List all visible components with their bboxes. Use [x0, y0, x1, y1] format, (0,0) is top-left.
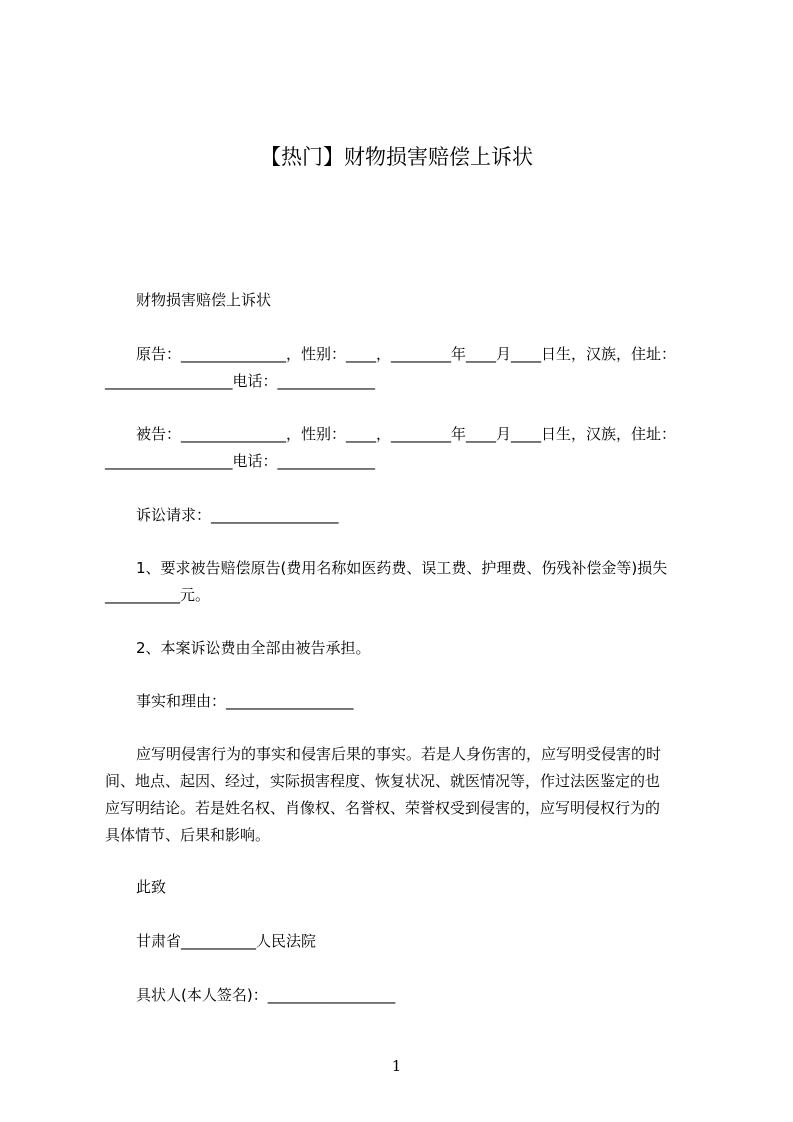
document-title: 【热门】财物损害赔偿上诉状 [260, 145, 533, 169]
claim-1-line-2: __________元。 [105, 586, 211, 604]
facts-line-4: 具体情节、后果和影响。 [105, 826, 271, 844]
claim-2: 2、本案诉讼费由全部由被告承担。 [136, 639, 371, 657]
document-heading: 财物损害赔偿上诉状 [136, 291, 272, 309]
claims-heading: 诉讼请求：_________________ [136, 506, 339, 524]
claim-1-line-1: 1、要求被告赔偿原告(费用名称如医药费、误工费、护理费、伤残补偿金等)损失 [136, 559, 668, 577]
court-line: 甘肃省__________人民法院 [136, 932, 317, 950]
signature-line: 具状人(本人签名)：_________________ [136, 986, 396, 1004]
facts-line-1: 应写明侵害行为的事实和侵害后果的事实。若是人身伤害的，应写明受侵害的时 [136, 745, 662, 763]
page-number: 1 [391, 1057, 402, 1075]
closing-text: 此致 [136, 878, 167, 896]
facts-heading: 事实和理由：_________________ [136, 692, 354, 710]
facts-line-2: 间、地点、起因、经过，实际损害程度、恢复状况、就医情况等，作过法医鉴定的也 [105, 772, 661, 790]
defendant-line-2: _________________电话：_____________ [105, 452, 376, 470]
facts-line-3: 应写明结论。若是姓名权、肖像权、名誉权、荣誉权受到侵害的，应写明侵权行为的 [105, 799, 661, 817]
defendant-line-1: 被告：______________，性别：____，________年____月____日生，汉族，住址： [136, 425, 677, 443]
plaintiff-line-1: 原告：______________，性别：____，________年____月____日生，汉族，住址： [136, 345, 677, 363]
plaintiff-line-2: _________________电话：_____________ [105, 372, 376, 390]
